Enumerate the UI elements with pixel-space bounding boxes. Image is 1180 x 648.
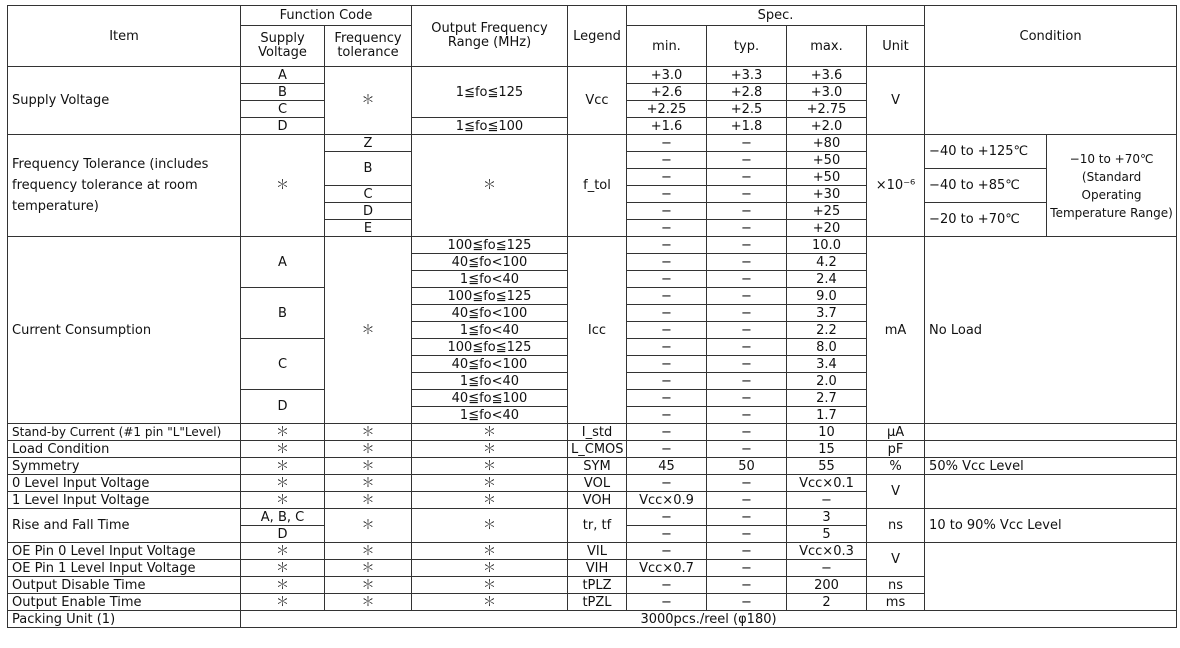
spec-min: +3.0 — [627, 67, 707, 84]
unit: % — [867, 458, 925, 475]
spec-min: − — [627, 135, 707, 152]
spec-typ: − — [707, 288, 787, 305]
freq-range: 100≦fo≦125 — [412, 339, 568, 356]
condition: −20 to +70℃ — [925, 203, 1047, 237]
spec-min: − — [627, 305, 707, 322]
header-frequency-tolerance: Frequency tolerance — [325, 26, 412, 67]
spec-max: 1.7 — [787, 407, 867, 424]
item-label: Symmetry — [8, 458, 241, 475]
item-label: Output Disable Time — [8, 577, 241, 594]
item-label: Frequency Tolerance (includes frequency tolerance at room temperature) — [8, 135, 241, 237]
legend: tr, tf — [568, 509, 627, 543]
spec-typ: − — [707, 492, 787, 509]
freq-range: 1≦fo≦100 — [412, 118, 568, 135]
spec-min: +1.6 — [627, 118, 707, 135]
spec-max: +80 — [787, 135, 867, 152]
supply-code: D — [241, 390, 325, 424]
spec-max: 2.7 — [787, 390, 867, 407]
spec-min: − — [627, 169, 707, 186]
freq-range: 100≦fo≦125 — [412, 288, 568, 305]
spec-min: Vcc×0.9 — [627, 492, 707, 509]
supply-code: A — [241, 67, 325, 84]
header-legend: Legend — [568, 6, 627, 67]
spec-max: 15 — [787, 441, 867, 458]
unit: ms — [867, 594, 925, 611]
item-label: Stand-by Current (#1 pin "L"Level) — [8, 424, 241, 441]
spec-min: − — [627, 356, 707, 373]
spec-typ: − — [707, 424, 787, 441]
spec-min: − — [627, 203, 707, 220]
spec-max: 10 — [787, 424, 867, 441]
spec-typ: − — [707, 220, 787, 237]
freq-tol-code: ＊ — [325, 560, 412, 577]
condition: 10 to 90% Vcc Level — [925, 509, 1177, 543]
spec-min: − — [627, 220, 707, 237]
freq-range: 40≦fo<100 — [412, 356, 568, 373]
freq-range: 1≦fo<40 — [412, 271, 568, 288]
legend: f_tol — [568, 135, 627, 237]
spec-min: − — [627, 254, 707, 271]
condition: No Load — [925, 237, 1177, 424]
spec-min: − — [627, 543, 707, 560]
spec-typ: − — [707, 322, 787, 339]
item-label: Current Consumption — [8, 237, 241, 424]
spec-max: +3.0 — [787, 84, 867, 101]
unit: ×10⁻⁶ — [867, 135, 925, 237]
spec-typ: − — [707, 203, 787, 220]
supply-code: ＊ — [241, 594, 325, 611]
spec-typ: − — [707, 135, 787, 152]
supply-code: ＊ — [241, 560, 325, 577]
condition: −40 to +85℃ — [925, 169, 1047, 203]
spec-typ: − — [707, 373, 787, 390]
table-row — [8, 67, 1177, 84]
item-label: Supply Voltage — [8, 67, 241, 135]
item-label: OE Pin 1 Level Input Voltage — [8, 560, 241, 577]
spec-typ: +1.8 — [707, 118, 787, 135]
spec-typ: − — [707, 509, 787, 526]
spec-typ: − — [707, 526, 787, 543]
spec-min: − — [627, 339, 707, 356]
header-function-code: Function Code — [241, 6, 412, 26]
freq-range: ＊ — [412, 475, 568, 492]
spec-max: 4.2 — [787, 254, 867, 271]
freq-tol-code: ＊ — [325, 492, 412, 509]
condition — [925, 441, 1177, 458]
spec-max: +20 — [787, 220, 867, 237]
supply-code: C — [241, 101, 325, 118]
freq-tol-code: ＊ — [325, 67, 412, 135]
spec-max: +25 — [787, 203, 867, 220]
unit: mA — [867, 237, 925, 424]
condition — [925, 543, 1177, 611]
spec-max: 2.4 — [787, 271, 867, 288]
spec-typ: − — [707, 441, 787, 458]
supply-code: C — [241, 339, 325, 390]
unit: V — [867, 475, 925, 509]
freq-range: ＊ — [412, 458, 568, 475]
spec-max: 5 — [787, 526, 867, 543]
spec-max: − — [787, 560, 867, 577]
spec-max: 8.0 — [787, 339, 867, 356]
spec-min: − — [627, 186, 707, 203]
spec-max: 3 — [787, 509, 867, 526]
spec-min: − — [627, 509, 707, 526]
spec-typ: − — [707, 169, 787, 186]
freq-range: ＊ — [412, 560, 568, 577]
spec-typ: +2.8 — [707, 84, 787, 101]
spec-max: +50 — [787, 152, 867, 169]
condition — [925, 424, 1177, 441]
spec-min: +2.6 — [627, 84, 707, 101]
supply-code: ＊ — [241, 492, 325, 509]
condition — [925, 475, 1177, 509]
spec-typ: − — [707, 543, 787, 560]
freq-range: ＊ — [412, 509, 568, 543]
table-row — [8, 424, 1177, 441]
spec-min: − — [627, 322, 707, 339]
condition-standard-range: −10 to +70℃ (Standard Operating Temperature Range) — [1047, 135, 1177, 237]
spec-typ: − — [707, 356, 787, 373]
spec-min: − — [627, 373, 707, 390]
spec-typ: +3.3 — [707, 67, 787, 84]
freq-range: ＊ — [412, 424, 568, 441]
header-max: max. — [787, 26, 867, 67]
freq-range: 100≦fo≦125 — [412, 237, 568, 254]
freq-tol-code: ＊ — [325, 543, 412, 560]
spec-max: 200 — [787, 577, 867, 594]
freq-range: ＊ — [412, 441, 568, 458]
freq-tol-code: B — [325, 152, 412, 186]
table-row — [8, 611, 1177, 628]
unit: ns — [867, 577, 925, 594]
table-row — [8, 543, 1177, 560]
spec-typ: − — [707, 390, 787, 407]
spec-min: − — [627, 577, 707, 594]
item-label: 0 Level Input Voltage — [8, 475, 241, 492]
item-label: Load Condition — [8, 441, 241, 458]
item-label: 1 Level Input Voltage — [8, 492, 241, 509]
condition: −40 to +125℃ — [925, 135, 1047, 169]
legend: tPLZ — [568, 577, 627, 594]
spec-typ: − — [707, 339, 787, 356]
freq-range: ＊ — [412, 577, 568, 594]
legend: I_std — [568, 424, 627, 441]
supply-code: D — [241, 526, 325, 543]
spec-max: 10.0 — [787, 237, 867, 254]
table-row — [8, 441, 1177, 458]
packing-unit-value: 3000pcs./reel (φ180) — [241, 611, 1177, 628]
spec-min: − — [627, 237, 707, 254]
supply-code: A — [241, 237, 325, 288]
header-unit: Unit — [867, 26, 925, 67]
item-label: Packing Unit (1) — [8, 611, 241, 628]
spec-min: − — [627, 407, 707, 424]
spec-min: 45 — [627, 458, 707, 475]
freq-range: ＊ — [412, 135, 568, 237]
legend: SYM — [568, 458, 627, 475]
supply-code: ＊ — [241, 424, 325, 441]
spec-typ: − — [707, 237, 787, 254]
spec-max: 9.0 — [787, 288, 867, 305]
header-output-frequency-range: Output Frequency Range (MHz) — [412, 6, 568, 67]
freq-tol-code: E — [325, 220, 412, 237]
freq-tol-code: ＊ — [325, 441, 412, 458]
supply-code: ＊ — [241, 543, 325, 560]
supply-code: B — [241, 288, 325, 339]
freq-range: 1≦fo<40 — [412, 407, 568, 424]
item-label: Rise and Fall Time — [8, 509, 241, 543]
legend: VIH — [568, 560, 627, 577]
freq-tol-code: ＊ — [325, 577, 412, 594]
freq-range: ＊ — [412, 492, 568, 509]
spec-typ: − — [707, 305, 787, 322]
condition — [925, 67, 1177, 135]
freq-tol-code: ＊ — [325, 509, 412, 543]
spec-max: 3.4 — [787, 356, 867, 373]
spec-min: − — [627, 526, 707, 543]
supply-code: A, B, C — [241, 509, 325, 526]
spec-max: +3.6 — [787, 67, 867, 84]
spec-max: +2.0 — [787, 118, 867, 135]
header-item: Item — [8, 6, 241, 67]
legend: tPZL — [568, 594, 627, 611]
spec-min: +2.25 — [627, 101, 707, 118]
spec-min: − — [627, 424, 707, 441]
legend: L_CMOS — [568, 441, 627, 458]
legend: Icc — [568, 237, 627, 424]
legend: VOH — [568, 492, 627, 509]
header-spec: Spec. — [627, 6, 925, 26]
legend: VIL — [568, 543, 627, 560]
spec-max: +50 — [787, 169, 867, 186]
item-label: Output Enable Time — [8, 594, 241, 611]
spec-min: − — [627, 441, 707, 458]
supply-code: ＊ — [241, 135, 325, 237]
item-label: OE Pin 0 Level Input Voltage — [8, 543, 241, 560]
table-row — [8, 509, 1177, 526]
freq-tol-code: ＊ — [325, 424, 412, 441]
freq-range: 40≦fo<100 — [412, 305, 568, 322]
spec-typ: − — [707, 271, 787, 288]
supply-code: B — [241, 84, 325, 101]
condition: 50% Vcc Level — [925, 458, 1177, 475]
freq-range: 1≦fo<40 — [412, 373, 568, 390]
freq-tol-code: C — [325, 186, 412, 203]
spec-min: − — [627, 475, 707, 492]
unit: ns — [867, 509, 925, 543]
spec-min: − — [627, 390, 707, 407]
freq-tol-code: D — [325, 203, 412, 220]
table-row — [8, 458, 1177, 475]
freq-range: 40≦fo≦100 — [412, 390, 568, 407]
legend: VOL — [568, 475, 627, 492]
spec-typ: − — [707, 594, 787, 611]
unit: V — [867, 543, 925, 577]
spec-typ: − — [707, 407, 787, 424]
supply-code: ＊ — [241, 441, 325, 458]
spec-typ: − — [707, 475, 787, 492]
freq-range: 40≦fo<100 — [412, 254, 568, 271]
spec-max: Vcc×0.1 — [787, 475, 867, 492]
spec-max: +30 — [787, 186, 867, 203]
freq-tol-code: ＊ — [325, 237, 412, 424]
spec-max: − — [787, 492, 867, 509]
spec-max: Vcc×0.3 — [787, 543, 867, 560]
spec-min: − — [627, 594, 707, 611]
freq-tol-code: ＊ — [325, 475, 412, 492]
spec-max: 2 — [787, 594, 867, 611]
spec-min: − — [627, 152, 707, 169]
spec-min: Vcc×0.7 — [627, 560, 707, 577]
table-row — [8, 237, 1177, 254]
spec-max: 2.2 — [787, 322, 867, 339]
freq-range: ＊ — [412, 594, 568, 611]
table-row — [8, 135, 1177, 152]
unit: pF — [867, 441, 925, 458]
freq-tol-code: ＊ — [325, 594, 412, 611]
spec-typ: − — [707, 560, 787, 577]
supply-code: ＊ — [241, 577, 325, 594]
supply-code: D — [241, 118, 325, 135]
spec-typ: 50 — [707, 458, 787, 475]
header-condition: Condition — [925, 6, 1177, 67]
spec-max: 2.0 — [787, 373, 867, 390]
spec-typ: − — [707, 577, 787, 594]
header-supply-voltage: Supply Voltage — [241, 26, 325, 67]
header-min: min. — [627, 26, 707, 67]
supply-code: ＊ — [241, 458, 325, 475]
spec-min: − — [627, 271, 707, 288]
spec-typ: +2.5 — [707, 101, 787, 118]
spec-max: 55 — [787, 458, 867, 475]
legend: Vcc — [568, 67, 627, 135]
spec-max: +2.75 — [787, 101, 867, 118]
spec-min: − — [627, 288, 707, 305]
freq-range: ＊ — [412, 543, 568, 560]
unit: μA — [867, 424, 925, 441]
supply-code: ＊ — [241, 475, 325, 492]
spec-typ: − — [707, 186, 787, 203]
freq-range: 1≦fo≦125 — [412, 67, 568, 118]
spec-table — [7, 5, 1177, 628]
freq-tol-code: Z — [325, 135, 412, 152]
header-typ: typ. — [707, 26, 787, 67]
spec-typ: − — [707, 254, 787, 271]
unit: V — [867, 67, 925, 135]
table-row — [8, 475, 1177, 492]
spec-typ: − — [707, 152, 787, 169]
freq-range: 1≦fo<40 — [412, 322, 568, 339]
freq-tol-code: ＊ — [325, 458, 412, 475]
spec-max: 3.7 — [787, 305, 867, 322]
